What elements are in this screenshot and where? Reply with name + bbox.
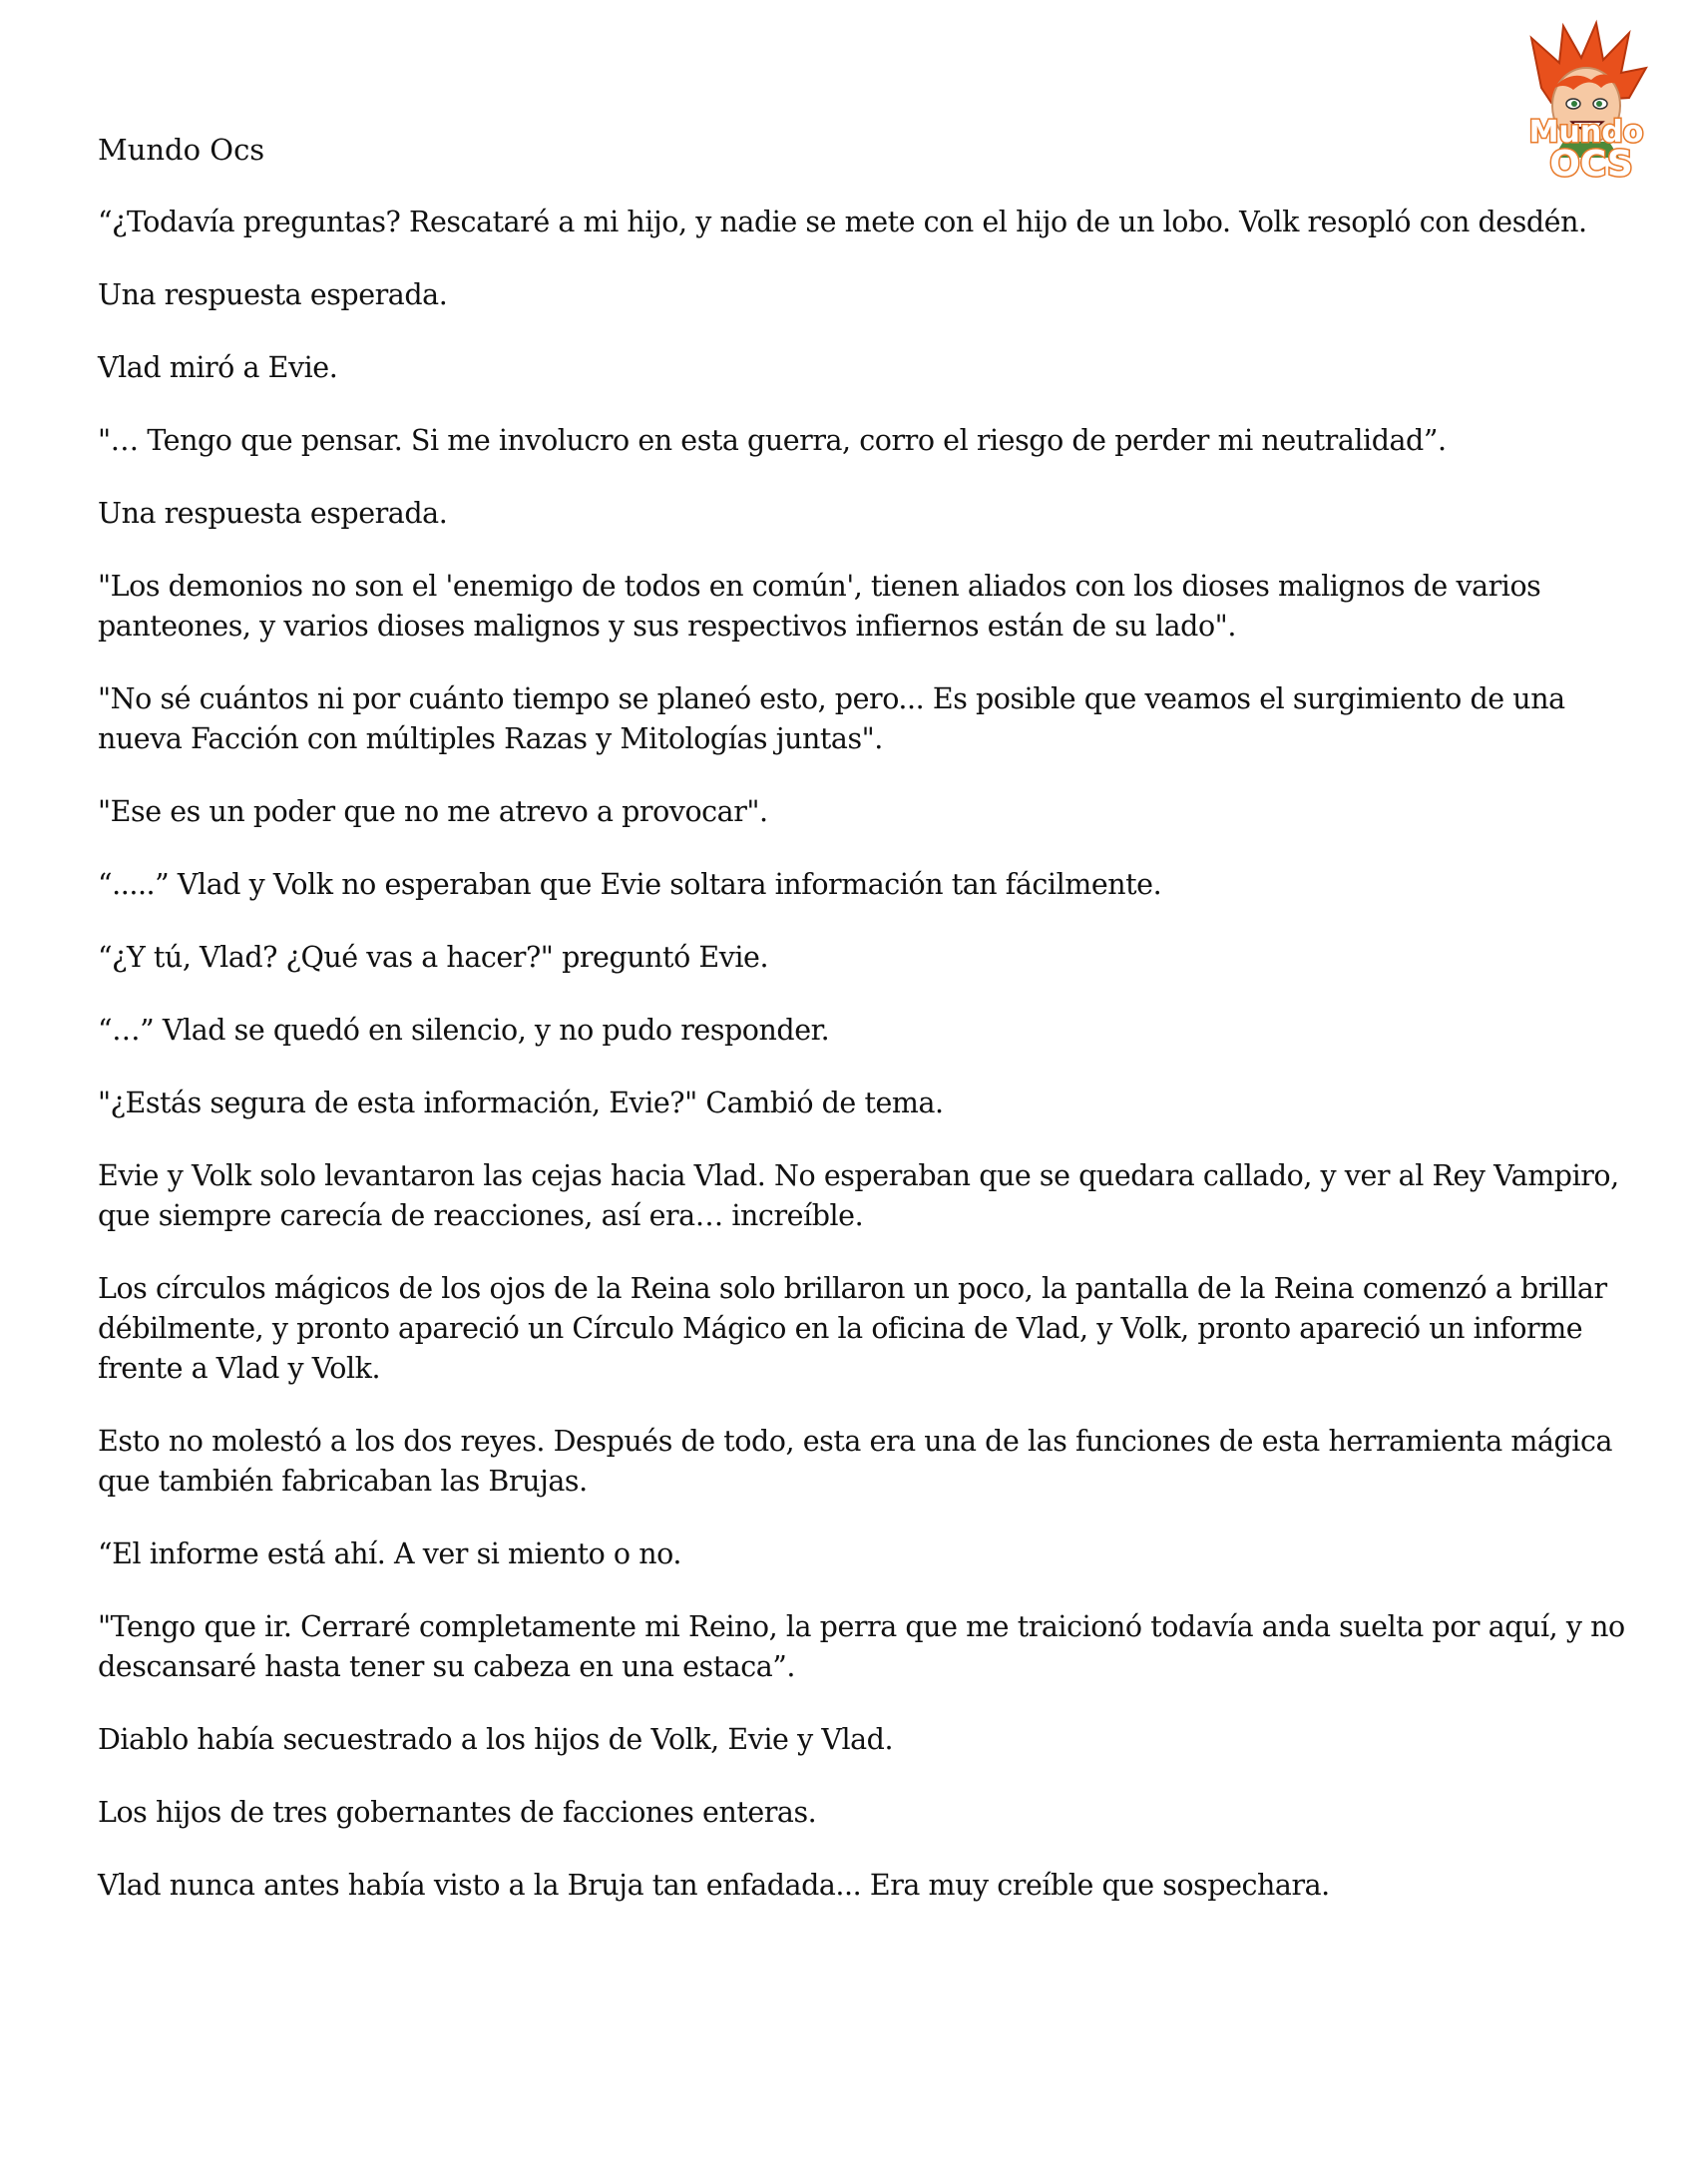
paragraph: “¿Y tú, Vlad? ¿Qué vas a hacer?" preguntó Evie. bbox=[98, 941, 769, 974]
paragraph: Los hijos de tres gobernantes de facciones enteras. bbox=[98, 1796, 817, 1829]
paragraph: Vlad miró a Evie. bbox=[98, 351, 338, 384]
paragraph: Esto no molestó a los dos reyes. Después de todo, esta era una de las funciones de esta herramienta mágica que también fabricaban las Brujas. bbox=[98, 1425, 1613, 1498]
paragraph: "No sé cuántos ni por cuánto tiempo se planeó esto, pero... Es posible que veamos el surgimiento de una nueva Facción con múltiples Razas y Mitologías juntas". bbox=[98, 682, 1565, 755]
paragraph: Los círculos mágicos de los ojos de la Reina solo brillaron un poco, la pantalla de la Reina comenzó a brillar débilmente, y pronto apareció un Círculo Mágico en la oficina de Vlad, y Volk, pronto apareció un informe frente a Vlad y Volk. bbox=[98, 1272, 1607, 1385]
paragraph: “¿Todavía preguntas? Rescataré a mi hijo, y nadie se mete con el hijo de un lobo. Volk resopló con desdén. bbox=[98, 206, 1587, 238]
mundo-ocs-logo bbox=[1501, 18, 1671, 188]
document-body bbox=[98, 203, 1634, 1939]
paragraph: “El informe está ahí. A ver si miento o no. bbox=[98, 1537, 681, 1570]
paragraph: "¿Estás segura de esta información, Evie?" Cambió de tema. bbox=[98, 1087, 944, 1119]
logo-text-top: Mundo bbox=[1528, 115, 1644, 150]
logo-text-bottom: OCS bbox=[1549, 144, 1633, 185]
paragraph: Una respuesta esperada. bbox=[98, 278, 448, 311]
paragraph: "Tengo que ir. Cerraré completamente mi Reino, la perra que me traicionó todavía anda suelta por aquí, y no descansaré hasta tener su cabeza en una estaca”. bbox=[98, 1610, 1625, 1683]
paragraph: "Ese es un poder que no me atrevo a provocar". bbox=[98, 795, 768, 828]
paragraph: Una respuesta esperada. bbox=[98, 497, 448, 530]
paragraph: "… Tengo que pensar. Si me involucro en esta guerra, corro el riesgo de perder mi neutralidad”. bbox=[98, 424, 1447, 457]
document-title: Mundo Ocs bbox=[98, 133, 265, 167]
paragraph: "Los demonios no son el 'enemigo de todos en común', tienen aliados con los dioses malignos de varios panteones, y varios dioses malignos y sus respectivos infiernos están de su lado". bbox=[98, 570, 1541, 643]
paragraph: “.....” Vlad y Volk no esperaban que Evie soltara información tan fácilmente. bbox=[98, 868, 1162, 901]
paragraph: “…” Vlad se quedó en silencio, y no pudo responder. bbox=[98, 1014, 830, 1047]
paragraph: Evie y Volk solo levantaron las cejas hacia Vlad. No esperaban que se quedara callado, y ver al Rey Vampiro, que siempre carecía de reacciones, así era… increíble. bbox=[98, 1159, 1619, 1232]
paragraph: Diablo había secuestrado a los hijos de Volk, Evie y Vlad. bbox=[98, 1723, 894, 1756]
paragraph: Vlad nunca antes había visto a la Bruja tan enfadada... Era muy creíble que sospechara. bbox=[98, 1869, 1330, 1902]
